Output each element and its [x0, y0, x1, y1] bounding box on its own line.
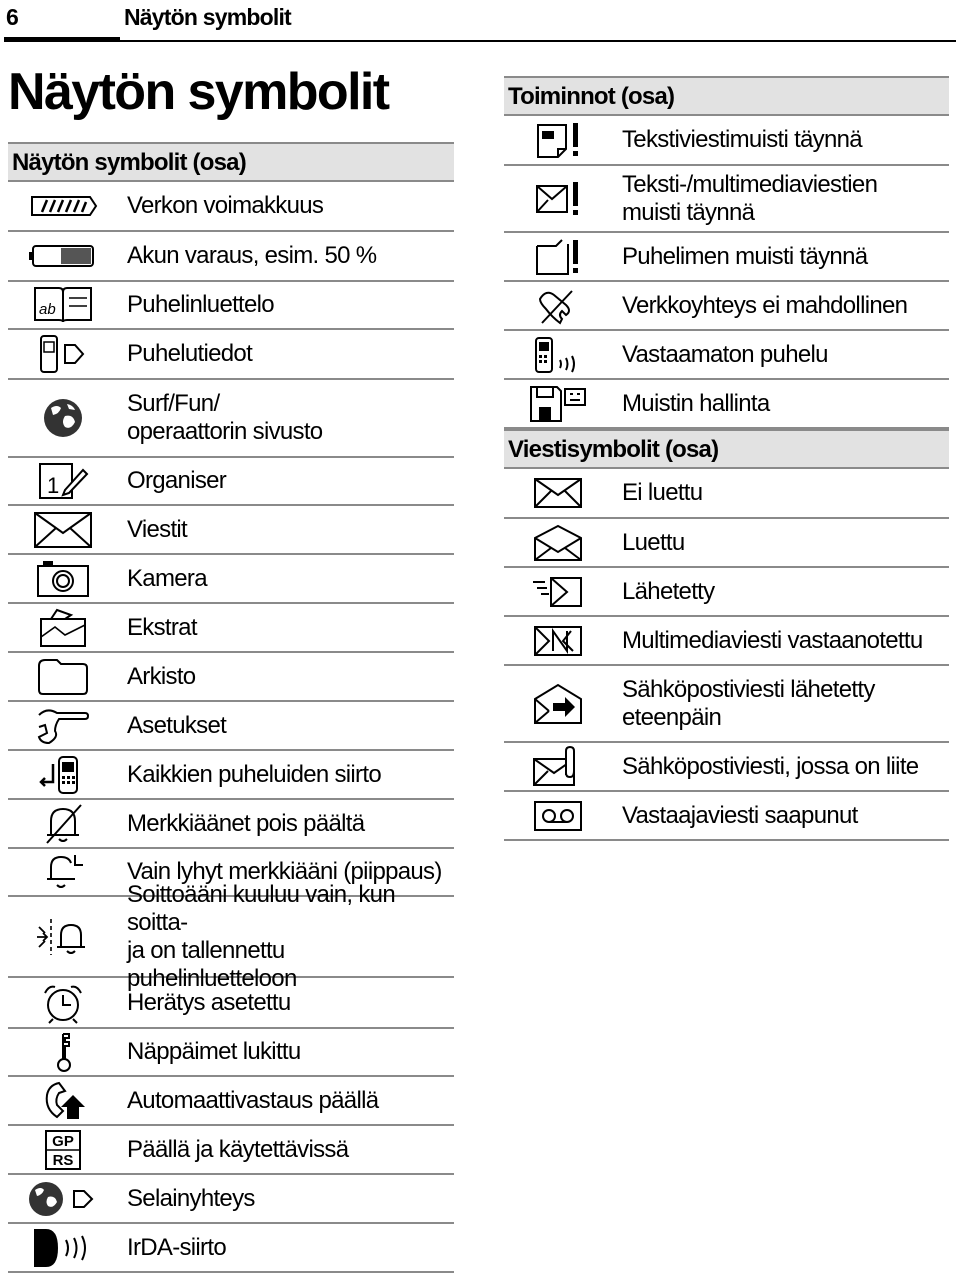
table-row	[8, 1126, 454, 1175]
email-forwarded-icon	[531, 681, 585, 727]
sms-memory-full-icon	[532, 119, 584, 161]
gprs-icon	[43, 1128, 83, 1172]
table-row-label: Teksti-/multimediaviestien muisti täynnä	[622, 170, 878, 226]
table-row-label: Herätys asetettu	[127, 988, 291, 1016]
svg-text:ab: ab	[39, 301, 56, 318]
call-divert-icon	[35, 754, 91, 796]
table-row-label: Vastaamaton puhelu	[622, 340, 828, 368]
table-row-label: Muistin hallinta	[622, 389, 770, 417]
table-row	[504, 116, 949, 166]
ringer-filter-icon	[35, 915, 91, 959]
table-row-label: Akun varaus, esim. 50 %	[127, 242, 377, 269]
beep-icon	[39, 851, 87, 893]
table-row	[8, 282, 454, 330]
table-row	[504, 792, 949, 841]
call-records-icon	[35, 333, 91, 375]
table-row	[504, 380, 949, 429]
page-number: 6	[6, 4, 19, 30]
table-row	[8, 1224, 454, 1273]
table-row-label: IrDA-siirto	[127, 1233, 226, 1261]
table-row	[504, 331, 949, 380]
table-row	[8, 880, 454, 992]
table-row-label: Lähetetty	[622, 577, 715, 605]
table-row	[8, 1029, 454, 1077]
table-heading: Toiminnot (osa)	[504, 76, 949, 116]
table-row	[8, 458, 454, 506]
table-row-label: Ekstrat	[127, 613, 197, 641]
table-row-label: Vain lyhyt merkkiääni (piippaus)	[127, 858, 442, 885]
table-row-label: Kaikkien puheluiden siirto	[127, 760, 381, 788]
table-row-label: Multimediaviesti vastaanotettu	[622, 626, 923, 654]
battery-icon	[28, 241, 98, 271]
table-heading: Viestisymbolit (osa)	[504, 429, 949, 469]
table-row-label: Vastaajaviesti saapunut	[622, 801, 858, 829]
table-row-label: Arkisto	[127, 662, 196, 690]
symbols-table-left	[8, 142, 454, 1273]
table-row-label: Tekstiviestimuisti täynnä	[622, 126, 862, 153]
missed-call-icon	[528, 334, 588, 376]
wrench-icon	[35, 705, 91, 747]
table-row	[504, 282, 949, 331]
voicemail-icon	[531, 798, 585, 834]
table-row	[8, 751, 454, 800]
browser-connection-icon	[26, 1177, 100, 1221]
key-icon	[43, 1030, 83, 1074]
table-row	[504, 166, 949, 233]
envelope-icon	[32, 509, 94, 551]
table-row-label: Selainyhteys	[127, 1184, 255, 1212]
extras-icon	[37, 607, 89, 649]
folder-icon	[35, 656, 91, 698]
phonebook-icon	[31, 284, 95, 326]
table-row-label: Sähköpostiviesti, jossa on liite	[622, 752, 919, 780]
alarm-clock-icon	[39, 981, 87, 1025]
bell-off-icon	[39, 803, 87, 845]
table-row-label: Sähköpostiviesti lähetetty eteenpäin	[622, 675, 875, 731]
table-row-label: Kamera	[127, 564, 207, 592]
table-row-label: Puhelimen muisti täynnä	[622, 242, 868, 270]
camera-icon	[35, 558, 91, 600]
table-row-label: Näppäimet lukittu	[127, 1038, 301, 1065]
table-row	[8, 800, 454, 849]
table-row-label: Ei luettu	[622, 479, 703, 506]
table-row	[8, 653, 454, 702]
header-rule-thick	[4, 37, 120, 42]
table-row-label: Verkkoyhteys ei mahdollinen	[622, 291, 908, 319]
sent-message-icon	[531, 574, 585, 610]
auto-answer-icon	[37, 1079, 89, 1123]
phone-memory-full-icon	[532, 236, 584, 278]
table-row	[8, 380, 454, 458]
table-row-label: Surf/Fun/ operaattorin sivusto	[127, 390, 323, 445]
header-rule-thin	[120, 40, 956, 42]
memory-manager-icon	[527, 383, 589, 425]
table-row-label: Puhelutiedot	[127, 340, 253, 367]
table-row	[504, 568, 949, 617]
table-row	[504, 666, 949, 743]
table-row	[8, 232, 454, 282]
organiser-icon	[35, 460, 91, 502]
table-row	[504, 617, 949, 666]
table-row-label: Automaattivastaus päällä	[127, 1086, 379, 1114]
mms-memory-full-icon	[532, 178, 584, 220]
table-row-label: Soittoääni kuuluu vain, kun soitta- ja on tallennettu puhelinluetteloon	[127, 880, 395, 992]
table-row	[8, 1077, 454, 1126]
no-network-icon	[532, 285, 584, 327]
globe-icon	[41, 396, 85, 440]
gprs-glyph-top: GP	[52, 1132, 74, 1150]
table-row	[8, 555, 454, 604]
table-row-label: Puhelinluettelo	[127, 291, 274, 318]
table-row	[8, 604, 454, 653]
running-title: Näytön symbolit	[124, 4, 291, 30]
table-row	[8, 330, 454, 380]
table-heading: Näytön symbolit (osa)	[8, 142, 454, 182]
symbols-table-right	[504, 76, 949, 841]
table-row-label: Luettu	[622, 528, 685, 556]
svg-text:1: 1	[47, 473, 60, 498]
table-row	[504, 743, 949, 792]
signal-strength-icon	[28, 191, 98, 221]
running-header	[0, 0, 960, 46]
table-row	[8, 702, 454, 751]
irda-icon	[30, 1226, 96, 1270]
gprs-glyph-bottom: RS	[52, 1151, 74, 1169]
table-row	[8, 506, 454, 555]
table-row-label: Merkkiäänet pois päältä	[127, 809, 365, 837]
read-message-icon	[531, 522, 585, 564]
email-attachment-icon	[530, 745, 586, 789]
table-row-label: Päällä ja käytettävissä	[127, 1135, 349, 1163]
table-row	[504, 233, 949, 282]
table-row	[504, 469, 949, 519]
page-title: Näytön symbolit	[8, 63, 389, 121]
table-row-label: Organiser	[127, 467, 227, 494]
mms-received-icon	[531, 623, 585, 659]
table-row	[8, 1175, 454, 1224]
table-row-label: Asetukset	[127, 711, 227, 739]
table-row	[8, 182, 454, 232]
table-row-label: Verkon voimakkuus	[127, 192, 324, 219]
table-row	[504, 519, 949, 568]
unread-message-icon	[531, 475, 585, 511]
table-row-label: Viestit	[127, 515, 188, 543]
